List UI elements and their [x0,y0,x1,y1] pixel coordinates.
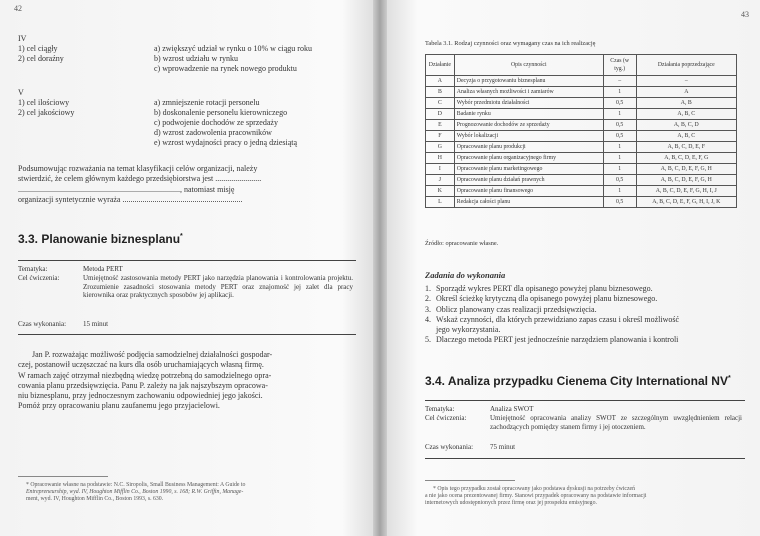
table-cell: 0,5 [603,98,636,109]
table-cell: Wybór przedmiotu działalności [454,98,603,109]
section-title-text: 3.4. Analiza przypadku Cienema City International NV [425,374,728,388]
iv-option: b) wzrost udziału w rynku [154,54,238,63]
table-cell: 0,5 [603,197,636,208]
table-cell: A [426,76,455,87]
table-cell: A, B, C, D, E, F, G [636,153,736,164]
table-row [426,87,737,98]
meta-value: Umiejętność zastosowania metody PERT jako narzędzia planowania i kontrolowania projektu. Zrozumienie zasadności stosowania metody PERT oraz znajomość jej zalet dla pracy kierownika oraz praktycznych sposobów jej aplikacji. [83,274,353,299]
table-cell: 1 [603,142,636,153]
table-cell: Opracowanie planu finansowego [454,186,603,197]
table-row [426,98,737,109]
table-cell: Decyzja o przygotowaniu biznesplanu [454,76,603,87]
v-option: a) zmniejszenie rotacji personelu [154,98,260,107]
table-cell: 1 [603,164,636,175]
task-number: 1. [425,284,431,293]
task-item [425,325,679,335]
tasks-list [425,284,679,346]
summary-paragraph [18,164,354,205]
table-cell: H [426,153,455,164]
footnote-line: a nie jako ocena prezentowanej firmy. Stanowi przypadek opracowany na podstawie informacji [425,493,647,499]
task-item [425,305,679,315]
task-text: Sporządź wykres PERT dla opisanego powyżej planu biznesowego. [436,284,653,293]
task-item [425,335,679,345]
table-row [426,131,737,142]
footnote-marker: * [180,233,183,240]
footnote-line: * Opracowanie własne na podstawie: N.C. Siropolis, Small Business Management: A Guide to [26,482,246,488]
table-source: Źródło: opracowanie własne. [425,240,499,247]
text-line: organizacji syntetycznie wyraża ............................................................ [18,194,243,204]
task-item [425,284,679,294]
footnote-line: ment, wyd. IV, Houghton Mifflin Co., Boston 1993, s. 630. [26,496,164,502]
roman-iv: IV [18,34,27,43]
task-number: 2. [425,294,431,304]
task-text: jego wykorzystania. [436,325,501,335]
section-title-3-3 [18,232,183,246]
meta-rule-top [18,260,356,261]
table-cell: I [426,164,455,175]
table-cell: Opracowanie planu działań prawnych [454,175,603,186]
activity-table [425,54,737,208]
task-text: Oblicz planowany czas realizacji przedsięwzięcia. [436,304,597,314]
table-cell: A, B, C, D, E, F, G, H, I, J [636,186,736,197]
meta-key: Tematyka: [425,405,455,413]
table-cell: L [426,197,455,208]
table-cell: J [426,175,455,186]
table-cell: 0,5 [603,175,636,186]
table-row [426,76,737,87]
text-line: Podsumowując rozważania na temat klasyfikacji celów organizacji, należy [18,164,258,173]
table-cell: E [426,120,455,131]
iv-option: a) zwiększyć udział w rynku o 10% w ciągu roku [154,44,312,53]
meta-value: Metoda PERT [83,265,123,273]
v-option: d) wzrost zadowolenia pracowników [154,128,272,137]
table-cell: A, B [636,98,736,109]
table-cell: – [636,76,736,87]
roman-v: V [18,88,24,97]
text-line: niu biznesplanu, przy jednoczesnym zachowaniu odpowiedniej jego jakości. [18,391,263,401]
iv-item: 2) cel doraźny [18,54,64,63]
column-header: Czas (w tyg.) [603,55,636,76]
footnote-rule [425,480,515,481]
table-cell: A, B, C, D, E, F, G, H [636,175,736,186]
table-cell: 0,5 [603,131,636,142]
footnote-line: internetowych udostępnionych przez firmę oraz jej prospektu emisyjnego. [425,500,597,506]
meta-rule-top [425,400,745,401]
table-cell: A [636,87,736,98]
table-header-row [426,55,737,76]
table-cell: D [426,109,455,120]
table-caption: Tabela 3.1. Rodzaj czynności oraz wymagany czas na ich realizację [425,40,596,47]
table-cell: C [426,98,455,109]
page-number-right: 43 [741,10,749,19]
table-row [426,142,737,153]
text-line: W ramach zajęć otrzymał niezbędną wiedzę potrzebną do samodzielnego opra- [18,370,272,380]
footnote-left [26,482,245,503]
table-cell: Opracowanie planu organizacyjnego firmy [454,153,603,164]
table-row [426,164,737,175]
table-cell: Wybór lokalizacji [454,131,603,142]
table-cell: Redakcja całości planu [454,197,603,208]
table-row [426,120,737,131]
meta-key: Czas wykonania: [425,443,474,451]
v-option: c) podwojenie dochodów ze sprzedaży [154,118,278,127]
table-cell: Prognozowanie dochodów ze sprzedaży [454,120,603,131]
task-number: 3. [425,304,431,314]
meta-rule-bottom [18,334,356,335]
left-page [0,0,375,536]
table-cell: F [426,131,455,142]
table-row [426,109,737,120]
meta-key: Tematyka: [18,265,48,273]
body-paragraph [18,350,356,412]
text-line: ................................................................................., natomiast misję [18,184,235,194]
meta-value: Umiejętność opracowania analizy SWOT ze szczególnym uwzględnieniem relacji zachodzących pomiędzy stanem firmy i jej otoczeniem. [490,414,742,431]
footnote-line: Entrepreneurship, wyd. IV, Houghton Mifflin Co., Boston 1990, s. 168; R.W. Griffin, Manage- [26,489,244,495]
table-cell: Opracowanie planu produkcji [454,142,603,153]
table-cell: A, B, C, D [636,120,736,131]
column-header: Działanie [426,55,455,76]
text-line: cowania planu przedsięwzięcia. Panu P. zależy na jak najszybszym opracowa- [18,380,268,390]
meta-block [425,405,745,455]
task-item [425,315,679,325]
table-cell: G [426,142,455,153]
table-cell: A, B, C [636,131,736,142]
v-item: 2) cel jakościowy [18,108,75,117]
task-text: Określ ścieżkę krytyczną dla opisanego powyżej planu biznesowego. [436,294,658,304]
footnote-marker: * [727,375,731,382]
v-option: e) wzrost wydajności pracy o jedną dziesiątą [154,138,298,147]
iv-option: c) wprowadzenie na rynek nowego produktu [154,64,297,73]
right-page [385,0,760,536]
table-row [426,186,737,197]
text-line: czej, postanowił uczęszczać na kurs dla osób uruchamiających własną firmę. [18,360,264,370]
table-cell: Opracowanie planu marketingowego [454,164,603,175]
table-row [426,153,737,164]
v-item: 1) cel ilościowy [18,98,70,107]
task-item [425,294,679,304]
section-title-3-4 [425,374,731,388]
column-header: Działania poprzedzające [636,55,736,76]
table-cell: 0,5 [603,120,636,131]
table-cell: A, B, C [636,109,736,120]
table-cell: 1 [603,109,636,120]
v-option: b) doskonalenie personelu kierowniczego [154,108,288,117]
task-number: 4. [425,314,431,324]
footnote-rule [18,476,108,477]
meta-value: Analiza SWOT [490,405,534,413]
meta-key: Cel ćwiczenia: [18,274,60,282]
task-text: Wskaż czynności, dla których przewidziano zapas czasu i określ możliwość [436,314,680,324]
table-row [426,175,737,186]
task-number: 5. [425,335,431,345]
table-cell: 1 [603,153,636,164]
meta-block [18,265,356,331]
table-cell: 1 [603,87,636,98]
meta-key: Cel ćwiczenia: [425,414,467,422]
table-cell: – [603,76,636,87]
table-cell: B [426,87,455,98]
table-cell: K [426,186,455,197]
iv-item: 1) cel ciągły [18,44,58,53]
tasks-heading: Zadania do wykonania [425,270,506,280]
table-cell: Badanie rynku [454,109,603,120]
footnote-right [425,486,646,507]
meta-rule-bottom [425,458,745,459]
table-cell: A, B, C, D, E, F, G, H, I, J, K [636,197,736,208]
meta-key: Czas wykonania: [18,320,67,328]
column-header: Opis czynności [454,55,603,76]
text-line: Jan P. rozważając możliwość podjęcia samodzielnej działalności gospodar- [32,350,273,359]
meta-value: 15 minut [83,320,109,328]
text-line: Pomóż przy opracowaniu planu zaufanemu jego przyjacielowi. [18,401,220,411]
table-cell: Analiza własnych możliwości i zamiarów [454,87,603,98]
task-text: Dlaczego metoda PERT jest jednocześnie narzędziem planowania i kontroli [436,335,679,345]
text-line: stwierdzić, że celem głównym każdego przedsiębiorstwa jest ....................... [18,174,262,184]
page-number-left: 42 [14,4,22,13]
meta-value: 75 minut [490,443,516,451]
table-cell: A, B, C, D, E, F, G, H [636,164,736,175]
table-cell: A, B, C, D, E, F [636,142,736,153]
section-title-text: 3.3. Planowanie biznesplanu [18,232,181,246]
table-cell: 1 [603,186,636,197]
footnote-line: * Opis tego przypadku został opracowany jako podstawa dyskusji na potrzeby ćwiczeń [433,486,636,492]
table-row [426,197,737,208]
